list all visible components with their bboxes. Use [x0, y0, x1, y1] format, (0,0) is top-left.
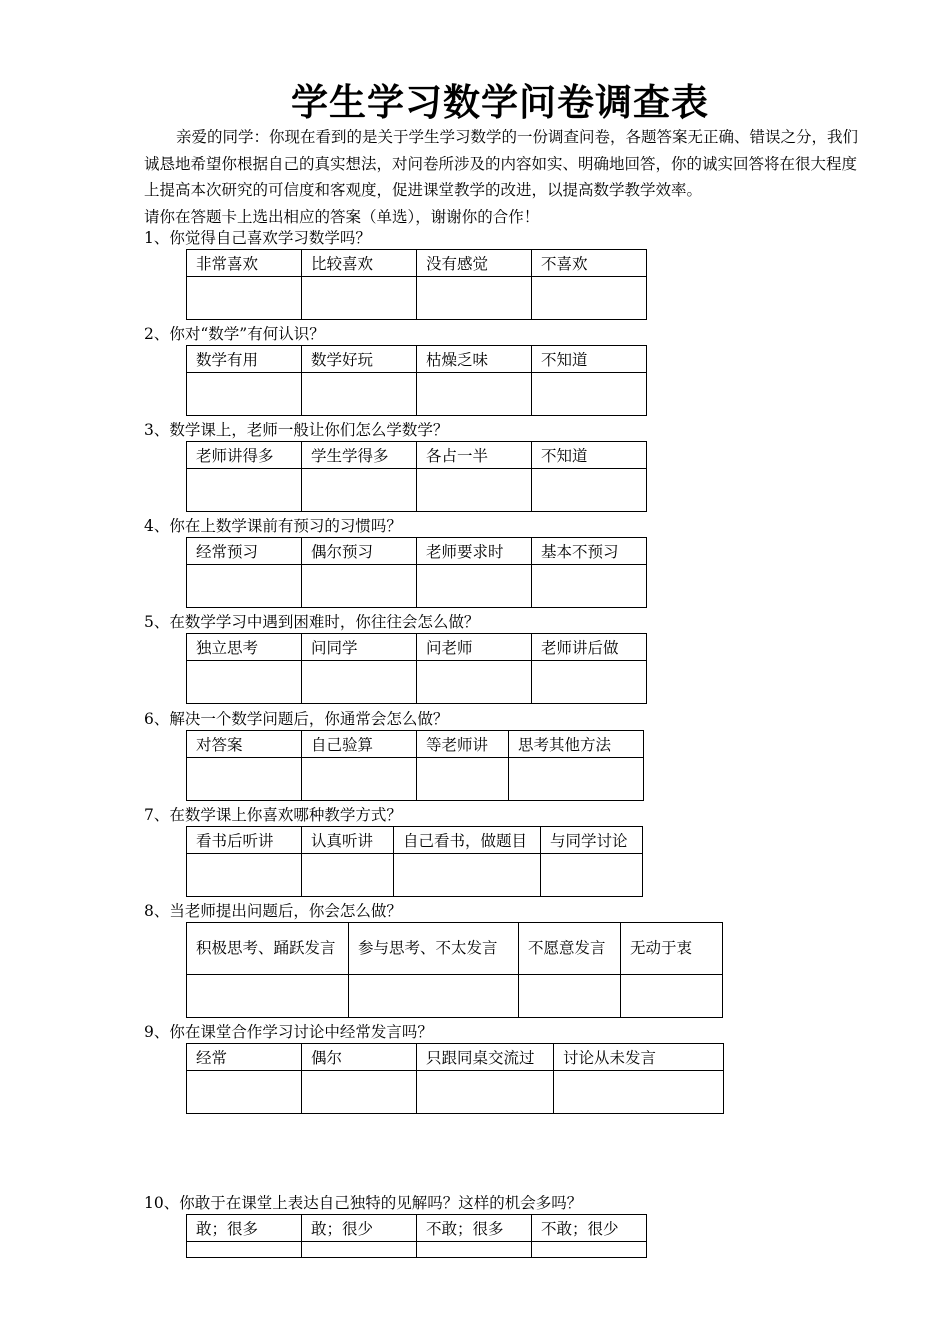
answer-box[interactable] [302, 854, 394, 897]
answer-box[interactable] [302, 565, 417, 608]
option-cell: 问同学 [302, 634, 417, 661]
answer-box[interactable] [532, 661, 647, 704]
answer-box[interactable] [417, 373, 532, 416]
answer-box[interactable] [349, 975, 519, 1018]
option-cell: 经常 [187, 1044, 302, 1071]
option-cell: 认真听讲 [302, 827, 394, 854]
answer-box[interactable] [621, 975, 723, 1018]
question-8-answer-table [186, 922, 723, 1018]
question-1-label: 1、你觉得自己喜欢学习数学吗？ [144, 229, 371, 247]
option-cell: 经常预习 [187, 538, 302, 565]
option-cell: 积极思考、踊跃发言 [187, 923, 349, 975]
option-cell: 独立思考 [187, 634, 302, 661]
answer-box[interactable] [417, 469, 532, 512]
answer-box[interactable] [302, 661, 417, 704]
answer-box[interactable] [532, 565, 647, 608]
option-cell: 不喜欢 [532, 250, 647, 277]
option-cell: 数学有用 [187, 346, 302, 373]
option-cell: 不知道 [532, 346, 647, 373]
option-cell: 看书后听讲 [187, 827, 302, 854]
option-cell: 不愿意发言 [519, 923, 621, 975]
question-3-answer-table [186, 441, 647, 512]
option-cell: 自己验算 [302, 731, 417, 758]
question-5-answer-table [186, 633, 647, 704]
answer-box[interactable] [541, 854, 643, 897]
answer-box[interactable] [417, 758, 509, 801]
answer-box[interactable] [187, 565, 302, 608]
option-cell: 老师讲得多 [187, 442, 302, 469]
question-8-label: 8、当老师提出问题后，你会怎么做？ [144, 902, 402, 920]
option-cell: 讨论从未发言 [554, 1044, 724, 1071]
option-cell: 等老师讲 [417, 731, 509, 758]
answer-box[interactable] [302, 758, 417, 801]
question-5-label: 5、在数学学习中遇到困难时，你往往会怎么做？ [144, 613, 480, 631]
question-4-answer-table [186, 537, 647, 608]
question-2-answer-table [186, 345, 647, 416]
answer-box[interactable] [187, 975, 349, 1018]
question-10-answer-table [186, 1214, 647, 1258]
answer-box[interactable] [394, 854, 541, 897]
option-cell: 参与思考、不太发言 [349, 923, 519, 975]
answer-box[interactable] [519, 975, 621, 1018]
question-9-label: 9、你在课堂合作学习讨论中经常发言吗？ [144, 1023, 433, 1041]
option-cell: 没有感觉 [417, 250, 532, 277]
option-cell: 老师讲后做 [532, 634, 647, 661]
option-cell: 无动于衷 [621, 923, 723, 975]
answer-box[interactable] [532, 277, 647, 320]
page-title: 学生学习数学问卷调查表 [291, 81, 709, 124]
option-cell: 基本不预习 [532, 538, 647, 565]
question-10-label: 10、你敢于在课堂上表达自己独特的见解吗？这样的机会多吗？ [144, 1194, 583, 1212]
option-cell: 敢；很少 [302, 1215, 417, 1242]
option-cell: 不敢；很多 [417, 1215, 532, 1242]
answer-box[interactable] [187, 373, 302, 416]
answer-box[interactable] [187, 854, 302, 897]
answer-box[interactable] [532, 469, 647, 512]
answer-box[interactable] [187, 1071, 302, 1114]
answer-box[interactable] [509, 758, 644, 801]
option-cell: 与同学讨论 [541, 827, 643, 854]
answer-box[interactable] [187, 661, 302, 704]
option-cell: 偶尔预习 [302, 538, 417, 565]
question-7-label: 7、在数学课上你喜欢哪种教学方式？ [144, 806, 402, 824]
option-cell: 敢；很多 [187, 1215, 302, 1242]
question-2-label: 2、你对“数学”有何认识？ [144, 325, 325, 343]
answer-box[interactable] [187, 758, 302, 801]
option-cell: 思考其他方法 [509, 731, 644, 758]
question-1-answer-table [186, 249, 647, 320]
answer-box[interactable] [302, 1071, 417, 1114]
option-cell: 比较喜欢 [302, 250, 417, 277]
option-cell: 不知道 [532, 442, 647, 469]
question-6-answer-table [186, 730, 644, 801]
answer-box[interactable] [302, 277, 417, 320]
question-3-label: 3、数学课上，老师一般让你们怎么学数学？ [144, 421, 449, 439]
question-4-label: 4、你在上数学课前有预习的习惯吗？ [144, 517, 402, 535]
intro [144, 124, 866, 230]
answer-box[interactable] [302, 469, 417, 512]
answer-box[interactable] [302, 1242, 417, 1258]
option-cell: 各占一半 [417, 442, 532, 469]
option-cell: 数学好玩 [302, 346, 417, 373]
answer-box[interactable] [417, 661, 532, 704]
answer-box[interactable] [187, 277, 302, 320]
answer-box[interactable] [532, 373, 647, 416]
answer-box[interactable] [417, 277, 532, 320]
question-7-answer-table [186, 826, 643, 897]
answer-box[interactable] [417, 1242, 532, 1258]
option-cell: 自己看书，做题目 [394, 827, 541, 854]
option-cell: 偶尔 [302, 1044, 417, 1071]
intro-paragraph: 亲爱的同学：你现在看到的是关于学生学习数学的一份调查问卷，各题答案无正确、错误之分，我们诚恳地希望你根据自己的真实想法，对问卷所涉及的内容如实、明确地回答，你的诚实回答将在很大程度上提高本次研究的可信度和客观度，促进课堂教学的改进，以提高数学教学效率。 [144, 128, 859, 199]
question-9-answer-table [186, 1043, 724, 1114]
option-cell: 非常喜欢 [187, 250, 302, 277]
option-cell: 不敢；很少 [532, 1215, 647, 1242]
answer-box[interactable] [417, 565, 532, 608]
option-cell: 只跟同桌交流过 [417, 1044, 554, 1071]
answer-box[interactable] [532, 1242, 647, 1258]
option-cell: 对答案 [187, 731, 302, 758]
answer-box[interactable] [187, 1242, 302, 1258]
option-cell: 老师要求时 [417, 538, 532, 565]
question-6-label: 6、解决一个数学问题后，你通常会怎么做？ [144, 710, 449, 728]
option-cell: 枯燥乏味 [417, 346, 532, 373]
answer-box[interactable] [554, 1071, 724, 1114]
answer-box[interactable] [187, 469, 302, 512]
answer-box[interactable] [302, 373, 417, 416]
answer-box[interactable] [417, 1071, 554, 1114]
option-cell: 问老师 [417, 634, 532, 661]
intro-instruction: 请你在答题卡上选出相应的答案（单选），谢谢你的合作！ [144, 207, 540, 226]
option-cell: 学生学得多 [302, 442, 417, 469]
